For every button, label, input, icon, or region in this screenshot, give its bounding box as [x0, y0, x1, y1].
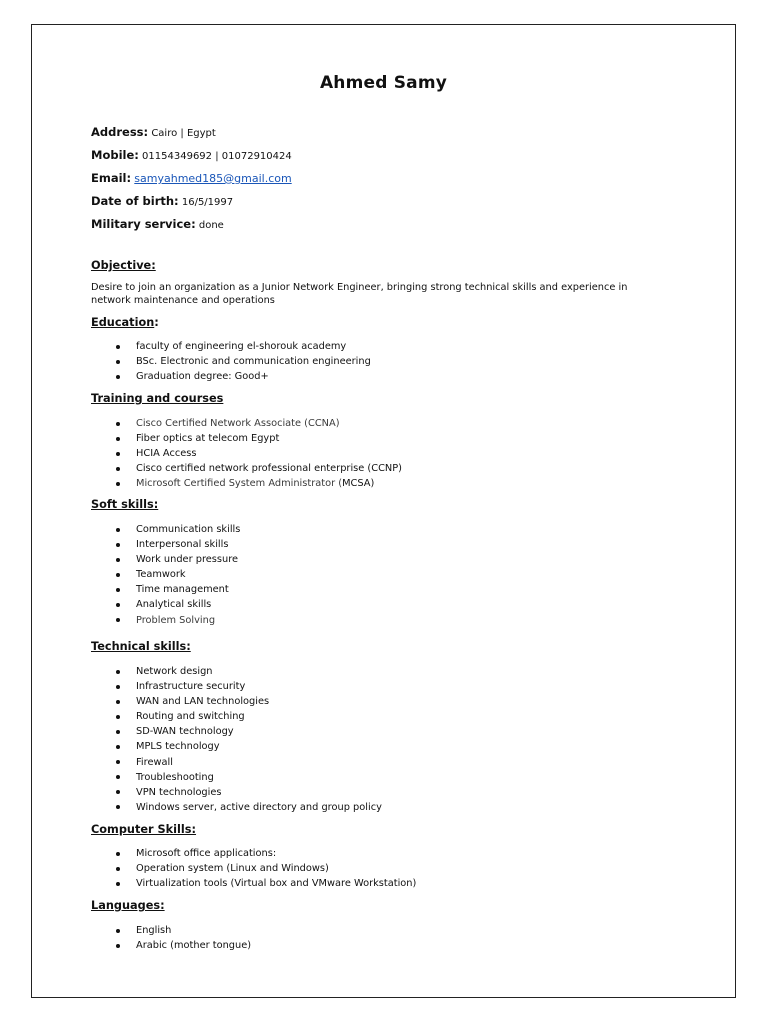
education-list — [91, 339, 371, 384]
list-item: Firewall — [91, 755, 382, 770]
objective-heading: Objective: — [91, 259, 156, 272]
mcsa-item-suffix: MCSA) — [342, 478, 375, 490]
mcsa-item-prefix: Microsoft Certified System Administrator ( — [136, 478, 343, 490]
list-item — [91, 476, 402, 491]
email-link[interactable]: samyahmed185@gmail.com — [134, 172, 292, 185]
list-item: Windows server, active directory and group policy — [91, 800, 382, 815]
list-item: Communication skills — [91, 522, 240, 537]
soft-skills-list — [91, 522, 240, 628]
contact-block — [91, 121, 292, 236]
list-item: Virtualization tools (Virtual box and VMware Workstation) — [91, 876, 416, 891]
computer-skills-list — [91, 846, 416, 891]
list-item: English — [91, 923, 251, 938]
list-item: Problem Solving — [91, 613, 240, 628]
objective-text: Desire to join an organization as a Junior Network Engineer, bringing strong technical skills and experience in network maintenance and operations — [91, 282, 628, 306]
mobile-value: 01154349692 | 01072910424 — [142, 151, 292, 162]
languages-list — [91, 923, 251, 953]
list-item: Cisco Certified Network Associate (CCNA) — [91, 416, 402, 431]
technical-skills-heading: Technical skills: — [91, 640, 191, 653]
education-heading — [91, 316, 159, 329]
military-row — [91, 213, 292, 236]
list-item: SD-WAN technology — [91, 724, 382, 739]
resume-page — [31, 24, 736, 998]
list-item: Infrastructure security — [91, 679, 382, 694]
technical-skills-list — [91, 664, 382, 815]
military-label: Military service: — [91, 217, 196, 231]
list-item: WAN and LAN technologies — [91, 694, 382, 709]
list-item: BSc. Electronic and communication engineering — [91, 354, 371, 369]
list-item: Operation system (Linux and Windows) — [91, 861, 416, 876]
list-item: Fiber optics at telecom Egypt — [91, 431, 402, 446]
education-heading-colon: : — [154, 316, 159, 329]
dob-label: Date of birth: — [91, 194, 179, 208]
soft-skills-heading: Soft skills: — [91, 498, 159, 511]
dob-row — [91, 190, 292, 213]
dob-value: 16/5/1997 — [181, 197, 234, 208]
list-item: Interpersonal skills — [91, 537, 240, 552]
list-item: Routing and switching — [91, 709, 382, 724]
candidate-name: Ahmed Samy — [319, 73, 448, 93]
mobile-row — [91, 144, 292, 167]
education-heading-text: Education — [91, 316, 155, 329]
address-label: Address: — [91, 125, 149, 139]
list-item: Work under pressure — [91, 552, 240, 567]
list-item: Teamwork — [91, 567, 240, 582]
military-value: done — [198, 220, 224, 231]
training-heading: Training and courses — [91, 392, 224, 405]
list-item: MPLS technology — [91, 739, 382, 754]
computer-skills-heading: Computer Skills: — [91, 823, 197, 836]
list-item: Microsoft office applications: — [91, 846, 416, 861]
address-value: Cairo | Egypt — [151, 128, 216, 139]
list-item: Troubleshooting — [91, 770, 382, 785]
mobile-label: Mobile: — [91, 148, 139, 162]
training-list — [91, 416, 402, 491]
list-item: HCIA Access — [91, 446, 402, 461]
languages-heading: Languages: — [91, 899, 165, 912]
email-label: Email: — [91, 171, 132, 185]
email-row — [91, 167, 292, 190]
list-item: Analytical skills — [91, 597, 240, 612]
list-item: faculty of engineering el-shorouk academy — [91, 339, 371, 354]
list-item: Network design — [91, 664, 382, 679]
list-item: Graduation degree: Good+ — [91, 369, 371, 384]
list-item: Arabic (mother tongue) — [91, 938, 251, 953]
address-row — [91, 121, 292, 144]
list-item: Cisco certified network professional enterprise (CCNP) — [91, 461, 402, 476]
list-item: VPN technologies — [91, 785, 382, 800]
list-item: Time management — [91, 582, 240, 597]
